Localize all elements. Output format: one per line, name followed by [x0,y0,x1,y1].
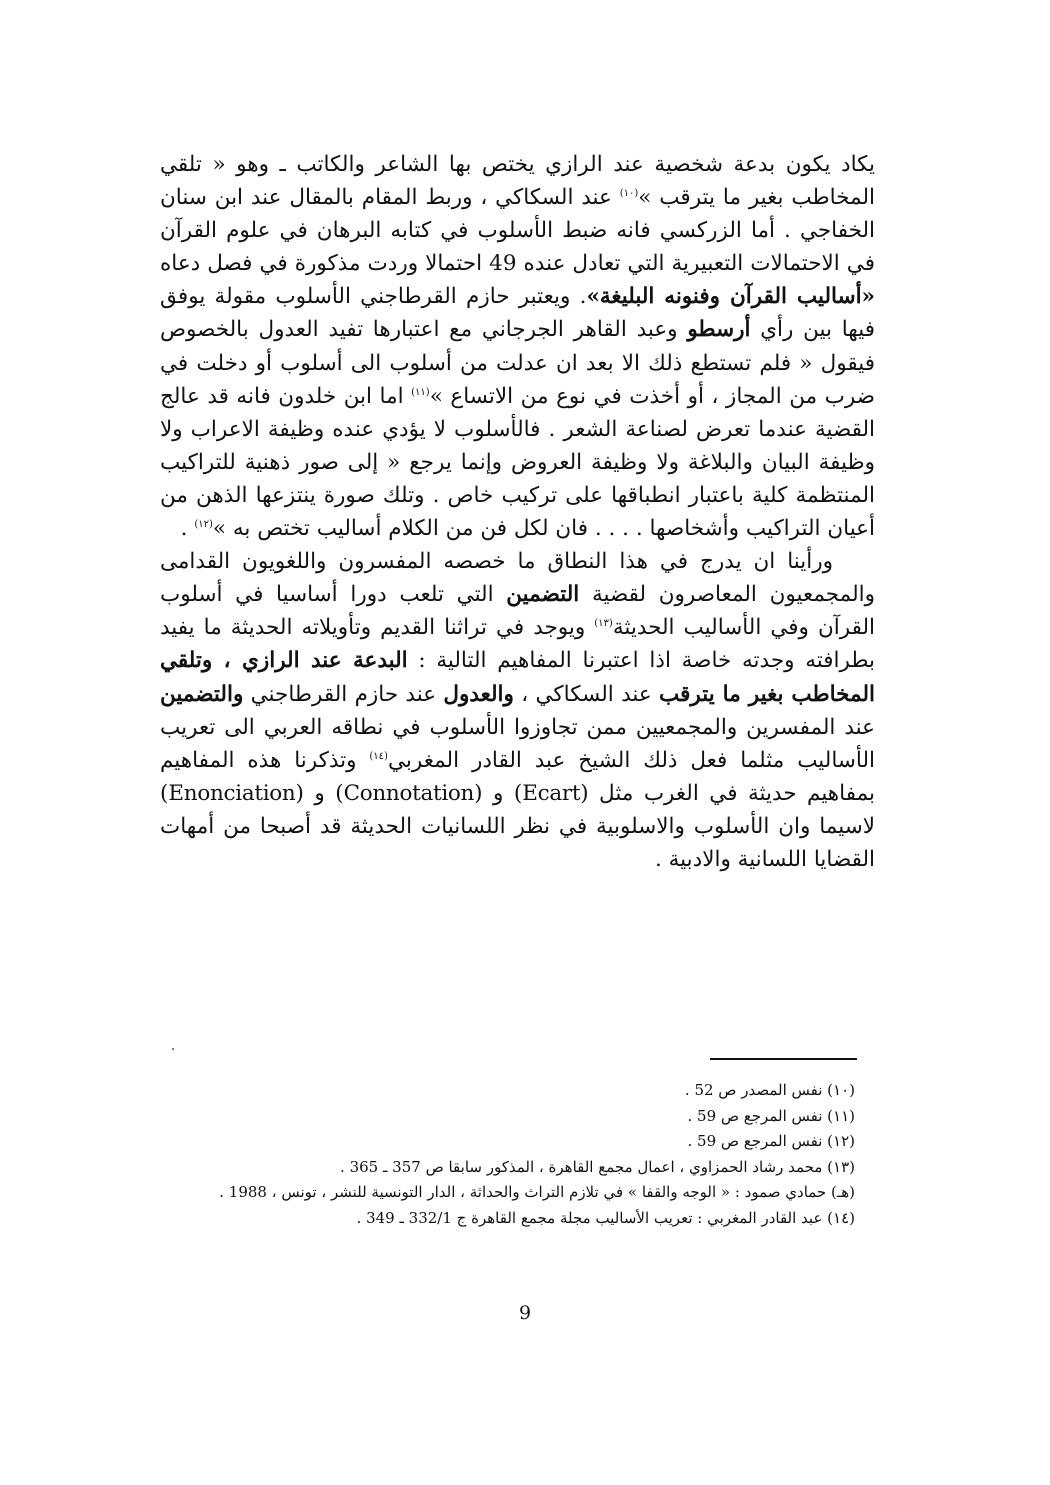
text-span: ورأينا ان يدرج في هذا النطاق ما خصصه المفسرون واللغويون القدامى والمجمعيون المعاصرون لقضية [160,549,876,608]
footnote-ref-13: (١٣) [594,618,613,630]
latin-term: (Enonciation) [160,780,304,806]
text-span: عند المفسرين والمجمعيين ممن تجاوزوا الأسلوب في نطاقه العربي الى تعريب الأساليب مثلما فعل ذلك الشيخ عبد القادر المغربي [160,714,875,773]
scan-speck [172,1048,174,1050]
footnote-11: (١١) نفس المرجع ص 59 . [687,1106,855,1125]
footnote-10: (١٠) نفس المصدر ص 52 . [684,1081,855,1099]
latin-term: (Ecart) [513,780,589,806]
text-span: وتذكرنا هذه المفاهيم بمفاهيم حديثة في الغرب مثل [160,747,875,806]
text-span: عند السكاكي ، وربط المقام بالمقال عند ابن سنان الخفاجي . أما الزركسي فانه ضبط الأسلوب في كتابه البرهان في علوم القرآن في الاحتمالات التعبيرية التي تعادل عنده 49 احتمالا وردت مذكورة في فصل دعاه [160,185,875,277]
paragraph-1 [160,148,875,545]
footnote-ref-12: (١٢) [194,518,213,530]
footnote-12: (١٢) نفس المرجع ص 59 . [687,1132,855,1151]
bold-phrase: والعدول [443,681,514,707]
main-text [160,148,875,876]
bold-phrase: أرسطو [687,317,751,343]
text-span: ويوجد في تراثنا القديم وتأويلاته الحديثة ما يفيد بطرافته وجدته خاصة اذا اعتبرنا المفاهيم التالية : [160,615,875,674]
paragraph-2 [160,545,875,876]
bold-phrase: البدعة عند الرازي ، وتلقي المخاطب بغير ما يترقب [160,648,875,707]
footnote-14: (١٤) عبد القادر المغربي : تعريب الأساليب مجلة مجمع القاهرة ج 332/1 ـ 349 . [356,1208,855,1227]
bold-phrase: والتضمين [160,681,244,707]
footnote-13: (١٣) محمد رشاد الحمزاوي ، اعمال مجمع القاهرة ، المذكور سابقا ص 357 ـ 365 . [340,1157,855,1176]
text-span: اما ابن خلدون فانه قد عالج القضية عندما تعرض لصناعة الشعر . فالأسلوب لا يؤدي عنده وظيفة الاعراب ولا وظيفة البيان والبلاغة ولا وظيفة العروض وإنما يرجع « إلى صور ذهنية للتراكيب المنتظمة كلية باعتبار انطباقها على تركيب خاص . وتلك صورة ينتزعها الذهن من أعيان التراكيب وأشخاصها . . . . فان لكل فن من الكلام أساليب تختص به » [160,383,875,542]
footnote-ref-11: (١١) [411,386,430,398]
text-span: . [180,516,195,542]
footnote-ref-10: (١٠) [619,187,639,199]
text-span: وعبد القاهر الجرجاني مع اعتبارها تفيد العدول بالخصوص فيقول « فلم تستطع ذلك الا بعد ان عدلت من أسلوب الى أسلوب أو دخلت في ضرب من المجاز ، أو أخذت في نوع من الاتساع » [160,317,875,409]
text-span: . ويعتبر حازم القرطاجني الأسلوب مقولة يوفق فيها بين رأي [160,284,875,343]
footnote-ref-14: (١٤) [369,750,388,762]
text-span: التي تلعب دورا أساسيا في أسلوب القرآن وفي الأساليب الحديثة [160,582,875,641]
text-span: عند حازم القرطاجني [243,681,444,707]
footnote-h: (هـ) حمادي صمود : « الوجه والقفا » في تلازم التراث والحداثة ، الدار التونسية للنشر ، تونس ، 1988 . [219,1183,855,1202]
text-span: يكاد يكون بدعة شخصية عند الرازي يختص بها الشاعر والكاتب ـ وهو « تلقي المخاطب بغير ما يترقب » [160,152,875,211]
footnotes [155,1078,855,1232]
text-span: و [303,780,336,806]
text-span: و [482,780,514,806]
latin-term: (Connotation) [335,780,483,806]
text-span: لاسيما وان الأسلوب والاسلوبية في نظر اللسانيات الحديثة قد أصبحا من أمهات القضايا اللسانية والادبية . [160,813,875,872]
footnote-separator [710,1058,857,1060]
page-number: 9 [518,1302,532,1324]
bold-phrase: «أساليب القرآن وفنونه البليغة» [586,284,875,310]
bold-phrase: التضمين [506,582,580,608]
text-span: عند السكاكي ، [513,681,659,707]
